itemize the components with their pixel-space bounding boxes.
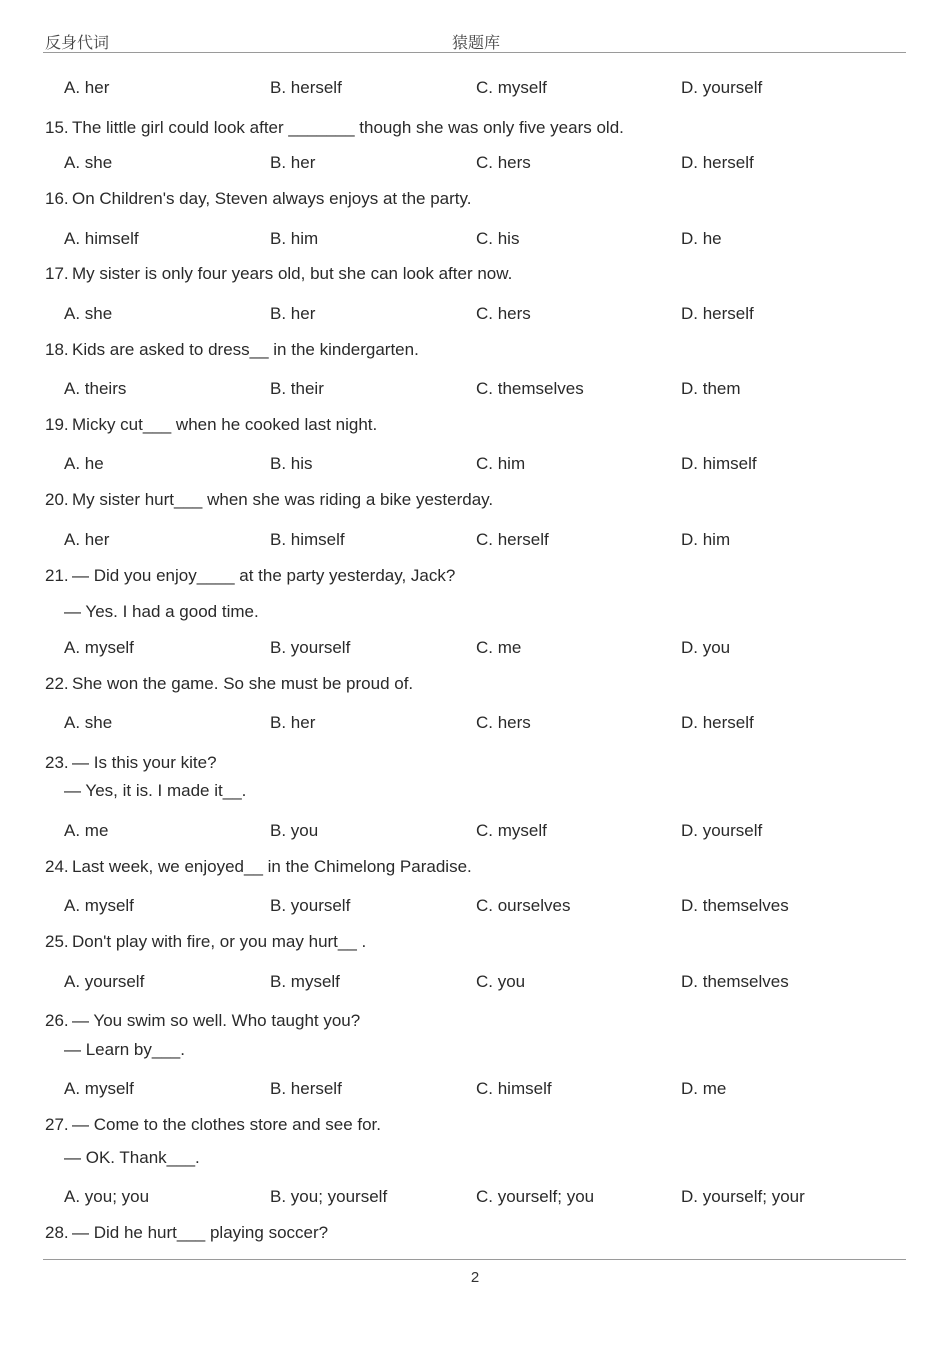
question-text: On Children's day, Steven always enjoys at the party. (72, 189, 472, 208)
answer-option: A. himself (64, 229, 139, 248)
question-text: — You swim so well. Who taught you? (72, 1011, 361, 1030)
question-number: 18. (45, 340, 69, 359)
question-text: Kids are asked to dress__ in the kindergarten. (72, 340, 419, 359)
question-text: — Come to the clothes store and see for. (72, 1115, 381, 1134)
answer-option: D. themselves (681, 896, 789, 915)
answer-option: C. yourself; you (476, 1187, 595, 1206)
answer-option: D. yourself; your (681, 1187, 805, 1206)
question-number: 19. (45, 415, 69, 434)
question-number: 15. (45, 118, 69, 137)
answer-option: A. she (64, 153, 113, 172)
question-stem (45, 118, 624, 138)
answer-option: A. she (64, 713, 113, 732)
question-number: 28. (45, 1223, 69, 1242)
question-text: — Is this your kite? (72, 753, 217, 772)
answer-option: C. themselves (476, 379, 584, 398)
answer-option: B. him (270, 229, 319, 248)
question-stem (45, 566, 455, 586)
answer-option: B. you (270, 821, 319, 840)
answer-option: D. he (681, 229, 722, 248)
answer-option: C. myself (476, 821, 547, 840)
question-number: 25. (45, 932, 69, 951)
answer-option: B. herself (270, 78, 342, 97)
answer-option: C. him (476, 454, 526, 473)
answer-option: B. his (270, 454, 313, 473)
question-stem (45, 1011, 360, 1031)
answer-option: C. me (476, 638, 522, 657)
answer-option: D. herself (681, 713, 754, 732)
answer-option: A. yourself (64, 972, 145, 991)
question-stem (45, 189, 471, 209)
question-text: My sister hurt___ when she was riding a bike yesterday. (72, 490, 494, 509)
answer-option: D. me (681, 1079, 727, 1098)
answer-option: B. himself (270, 530, 345, 549)
answer-option: A. theirs (64, 379, 127, 398)
answer-option: C. hers (476, 153, 531, 172)
header-topic: 反身代词 (45, 35, 110, 52)
answer-option: C. myself (476, 78, 547, 97)
question-stem (45, 857, 472, 877)
question-text: She won the game. So she must be proud of. (72, 674, 414, 693)
question-number: 26. (45, 1011, 69, 1030)
answer-option: B. yourself (270, 638, 351, 657)
dialogue-line: — Learn by___. (64, 1040, 185, 1059)
question-stem (45, 1223, 328, 1243)
answer-option: D. himself (681, 454, 757, 473)
answer-option: B. their (270, 379, 324, 398)
answer-option: A. myself (64, 1079, 134, 1098)
answer-option: A. myself (64, 638, 134, 657)
question-number: 23. (45, 753, 69, 772)
answer-option: C. herself (476, 530, 549, 549)
dialogue-line: — OK. Thank___. (64, 1148, 200, 1167)
answer-option: A. he (64, 454, 104, 473)
question-stem (45, 932, 366, 952)
question-text: Last week, we enjoyed__ in the Chimelong Paradise. (72, 857, 472, 876)
answer-option: C. you (476, 972, 526, 991)
answer-option: C. hers (476, 713, 531, 732)
question-stem (45, 340, 419, 360)
answer-option: B. herself (270, 1079, 342, 1098)
answer-option: C. hers (476, 304, 531, 323)
answer-option: D. herself (681, 153, 754, 172)
question-number: 20. (45, 490, 69, 509)
question-stem (45, 490, 493, 510)
answer-option: B. myself (270, 972, 340, 991)
answer-option: B. her (270, 304, 316, 323)
question-text: — Did you enjoy____ at the party yesterday, Jack? (72, 566, 456, 585)
question-stem (45, 753, 217, 773)
answer-option: D. them (681, 379, 741, 398)
answer-option: D. you (681, 638, 731, 657)
question-stem (45, 674, 413, 694)
answer-option: A. her (64, 78, 110, 97)
dialogue-line: — Yes, it is. I made it__. (64, 781, 247, 800)
question-number: 21. (45, 566, 69, 585)
answer-option: A. myself (64, 896, 134, 915)
footer-divider (43, 1259, 906, 1260)
answer-option: A. me (64, 821, 109, 840)
answer-option: A. her (64, 530, 110, 549)
question-stem (45, 1115, 381, 1135)
answer-option: C. ourselves (476, 896, 571, 915)
question-text: My sister is only four years old, but she can look after now. (72, 264, 513, 283)
answer-option: A. she (64, 304, 113, 323)
question-number: 22. (45, 674, 69, 693)
page-number: 2 (470, 1269, 480, 1286)
question-number: 24. (45, 857, 69, 876)
header-source: 猿题库 (452, 35, 501, 52)
answer-option: B. her (270, 713, 316, 732)
question-stem (45, 264, 512, 284)
answer-option: D. yourself (681, 821, 763, 840)
answer-option: B. you; yourself (270, 1187, 388, 1206)
answer-option: D. yourself (681, 78, 763, 97)
question-number: 17. (45, 264, 69, 283)
answer-option: C. himself (476, 1079, 552, 1098)
question-stem (45, 415, 377, 435)
answer-option: B. yourself (270, 896, 351, 915)
dialogue-line: — Yes. I had a good time. (64, 602, 259, 621)
answer-option: A. you; you (64, 1187, 150, 1206)
answer-option: B. her (270, 153, 316, 172)
question-text: Don't play with fire, or you may hurt__ . (72, 932, 367, 951)
answer-option: C. his (476, 229, 520, 248)
answer-option: D. him (681, 530, 731, 549)
question-number: 27. (45, 1115, 69, 1134)
answer-option: D. herself (681, 304, 754, 323)
answer-option: D. themselves (681, 972, 789, 991)
question-number: 16. (45, 189, 69, 208)
question-text: The little girl could look after _______ though she was only five years old. (72, 118, 624, 137)
question-text: — Did he hurt___ playing soccer? (72, 1223, 329, 1242)
question-text: Micky cut___ when he cooked last night. (72, 415, 378, 434)
